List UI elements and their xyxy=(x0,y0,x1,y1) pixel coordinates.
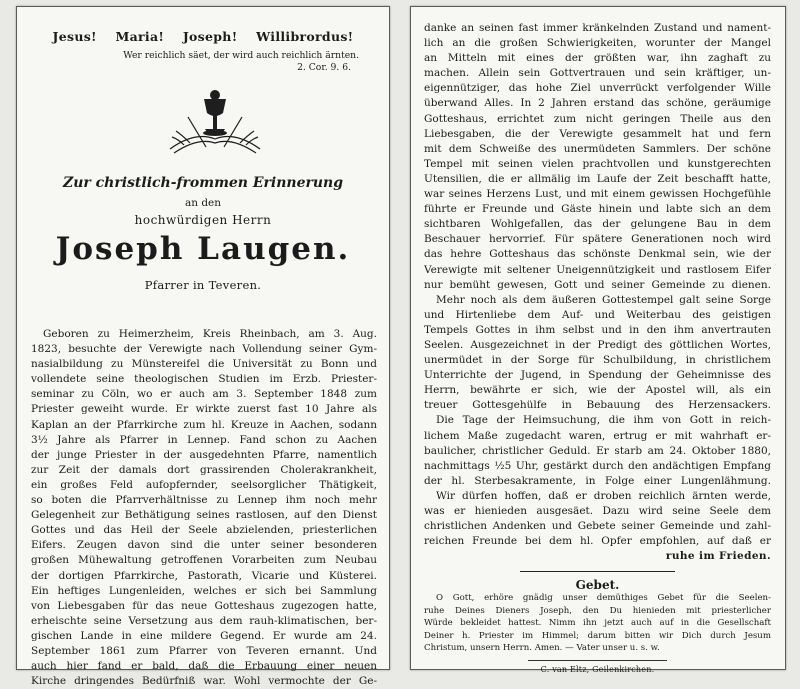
text-line: Mehr noch als dem äußeren Gottestempel galt seine Sorge xyxy=(436,293,771,306)
motto: Wer reichlich säet, der wird auch reichlich ärnten. xyxy=(123,50,359,61)
text-line: lich an die großen Schwierigkeiten, worunter der Mangel xyxy=(424,37,771,50)
text-line: so boten die Pfarrverhältnisse zu Lennep ihm noch mehr xyxy=(31,494,377,507)
text-line: zur Zeit der damals dort grassirenden Cholerakrankheit, xyxy=(31,463,377,476)
text-line: sichtbaren Wohlgefallen, das der gelungene Bau in dem xyxy=(424,218,771,231)
text-line: ein großes Feld aufopfernder, seelsorglicher Thätigkeit, xyxy=(31,478,377,491)
right-page xyxy=(410,6,786,675)
text-line: erheischte seine Versetzung aus dem rauh-klimatischen, ber- xyxy=(31,614,377,627)
prayer-line: O Gott, erhöre gnädig unser demüthiges Gebet für die Seelen- xyxy=(436,593,771,604)
prayer-line: Christum, unsern Herrn. Amen. — Vater unser u. s. w. xyxy=(424,642,660,653)
text-line: der hl. Sterbesakramente, in Folge einer Lungenlähmung. xyxy=(424,474,771,487)
invocation-jesus: Jesus! xyxy=(52,29,97,44)
text-line: Seelen. Ausgezeichnet in der Predigt des göttlichen Wortes, xyxy=(424,338,771,351)
text-line: nur bemüht gewesen, Gott und seiner Gemeinde zu dienen. xyxy=(424,278,771,291)
text-line: Gotteshaus, errichtet zum nicht geringen Theile aus den xyxy=(424,112,771,125)
prayer-line: Würde bekleidet hattest. Nimm ihn jetzt auch auf in die Gesellschaft xyxy=(424,618,771,629)
invocation-maria: Maria! xyxy=(115,29,165,44)
text-line: reichen Freunde bei dem hl. Opfer empfohlen, auf daß er xyxy=(424,535,771,548)
text-line: Liebesgaben, die der Verewigte gesammelt hat und fern xyxy=(424,127,771,140)
text-line: war seines Herzens Lust, und mit einem gewissen Hochgefühle xyxy=(424,188,771,201)
text-line: machen. Allein sein Gottvertrauen und sein kräftiger, un- xyxy=(424,67,771,80)
text-line: und Hirtenliebe dem Auf- und Weiterbau des geistigen xyxy=(424,308,771,321)
text-line: von Liebesgaben für das neue Gotteshaus zugezogen hatte, xyxy=(31,599,377,612)
deceased-name: Joseph Laugen. xyxy=(55,231,351,267)
text-line: Herrn, bewährte er sich, wie der Apostel will, als ein xyxy=(424,384,771,397)
prayer-line: ruhe Deines Dieners Joseph, den Du hienieden mit priesterlicher xyxy=(424,605,771,616)
prayer-text xyxy=(424,592,771,654)
text-line: seminar zu Cöln, wo er auch am 3. September 1848 zum xyxy=(31,388,377,401)
text-line: September 1861 zum Pfarrer von Teveren ernannt. Und xyxy=(31,644,377,657)
right-page-content xyxy=(424,21,771,674)
text-line: nachmittags ½5 Uhr, gestärkt durch den andächtigen Empfang xyxy=(424,459,771,472)
text-line: Verewigte mit seltener Uneigennützigkeit und rastlosem Eifer xyxy=(424,263,771,276)
text-line: danke an seinen fast immer kränkelnden Zustand und nament- xyxy=(424,22,771,34)
text-line: Kirche dringendes Bedürfniß war. Wohl vermochte der Ge- xyxy=(31,675,377,688)
text-line: Wir dürfen hoffen, daß er droben reichlich ärnten werde, xyxy=(436,489,771,502)
text-line: gischen Lande in eine mildere Gegend. Er wurde am 24. xyxy=(31,629,377,642)
text-line: eigennütziger, das hohe Ziel unverrückt verfolgender Wille xyxy=(424,82,771,95)
text-line: Beschauer hervorrief. Für spätere Generationen noch wird xyxy=(424,233,771,246)
text-line: unermüdet in der Sorge für Schulbildung, in christlichem xyxy=(424,354,771,367)
prayer-title: Gebet. xyxy=(575,578,620,593)
left-page xyxy=(16,6,390,688)
text-line: Gottes und das Heil der Seele abzielenden, priesterlichen xyxy=(31,524,377,537)
printer-divider xyxy=(528,660,667,661)
text-line: nasialbildung zu Münstereifel die Universität zu Bonn und xyxy=(31,358,377,371)
text-line: Tempel mit seinen vielen prachtvollen und kunstgerechten xyxy=(424,157,771,170)
biography-text xyxy=(31,327,377,689)
an-den: an den xyxy=(184,197,222,209)
text-line: Kaplan an der Pfarrkirche zum hl. Kreuze in Aachen, sodann xyxy=(31,418,377,431)
text-line: lichem Maße zugedacht waren, ertrug er mit wahrhaft er- xyxy=(424,429,771,442)
title-block xyxy=(29,175,377,292)
text-line: christlichen Andenken und Gebete seiner Gemeinde und zahl- xyxy=(424,520,771,533)
text-line: Die Tage der Heimsuchung, die ihm von Gott in reich- xyxy=(436,414,771,427)
text-line: baulicher, christlicher Geduld. Er starb am 24. Oktober 1880, xyxy=(424,444,771,457)
invocation-line xyxy=(29,29,377,44)
printer-imprint: C. van Eltz, Geilenkirchen. xyxy=(540,665,655,675)
closing-line: ruhe im Frieden. xyxy=(665,550,771,563)
deceased-role: Pfarrer in Teveren. xyxy=(144,277,262,292)
text-line: Eifers. Zeugen davon sind die unter seiner besonderen xyxy=(31,539,377,552)
text-line: Utensilien, die er allmälig im Laufe der Zeit beschafft hatte, xyxy=(424,172,771,185)
chalice-emblem-icon xyxy=(160,87,270,159)
text-line: Tempels Gottes in ihm selbst und in den ihm anvertrauten xyxy=(424,323,771,336)
text-line: vollendete seine theologischen Studien im Erzb. Priester- xyxy=(31,373,377,386)
text-line: Priester geweiht wurde. Er wirkte zuerst fast 10 Jahre als xyxy=(31,403,377,416)
text-line: Ein heftiges Lungenleiden, welches er sich bei Sammlung xyxy=(31,584,377,597)
prayer-line: Deiner h. Priester im Himmel; darum bitten wir Dich durch Jesum xyxy=(424,630,771,641)
memory-line: Zur christlich-frommen Erinnerung xyxy=(62,175,344,191)
text-line: der dortigen Pfarrkirche, Pastorath, Vicarie und Küsterei. xyxy=(31,569,377,582)
text-line: Geboren zu Heimerzheim, Kreis Rheinbach, am 3. Aug. xyxy=(43,328,377,340)
text-line: mit dem Schweiße des unermüdeten Sammlers. Der schöne xyxy=(424,142,771,155)
invocation-joseph: Joseph! xyxy=(182,29,238,44)
text-line: das hehre Gotteshaus das schönste Denkmal sein, wie der xyxy=(424,248,771,261)
divider xyxy=(520,571,675,572)
text-line: führte er Freunde und Gäste hinein und labte sich an dem xyxy=(424,203,771,216)
text-line: der junge Priester in der ausgedehnten Pfarre, namentlich xyxy=(31,448,377,461)
text-line: Unterrichte der Jugend, in Spendung der Geheimnisse des xyxy=(424,369,771,382)
text-line: 1823, besuchte der Verewigte nach Vollendung seiner Gym- xyxy=(31,343,377,356)
invocation-willibrordus: Willibrordus! xyxy=(256,29,354,44)
text-line: was er hienieden ausgesäet. Dazu wird seine Seele dem xyxy=(424,505,771,517)
header xyxy=(29,29,377,73)
text-line: treuer Gottesgehülfe in Bebauung des Herzensackers. xyxy=(424,399,771,412)
motto-reference: 2. Cor. 9. 6. xyxy=(297,62,351,73)
text-line: großen Mühewaltung getroffenen Vorarbeiten zum Neubau xyxy=(31,554,377,567)
text-line: auch hier fand er bald, daß die Erbauung einer neuen xyxy=(31,660,377,673)
text-line: 3½ Jahre als Pfarrer in Lennep. Fand schon zu Aachen xyxy=(31,433,377,446)
text-line: überwand Alles. In 2 Jahren erstand das schöne, geräumige xyxy=(424,97,771,110)
text-line: Gelegenheit zur Bethätigung seines rastlosen, auf den Dienst xyxy=(31,509,377,522)
text-line: an Mitteln mit eines der größten war, ihn zaghaft zu xyxy=(424,52,771,65)
honorific: hochwürdigen Herrn xyxy=(134,213,272,227)
biography-continued-text xyxy=(424,21,771,549)
